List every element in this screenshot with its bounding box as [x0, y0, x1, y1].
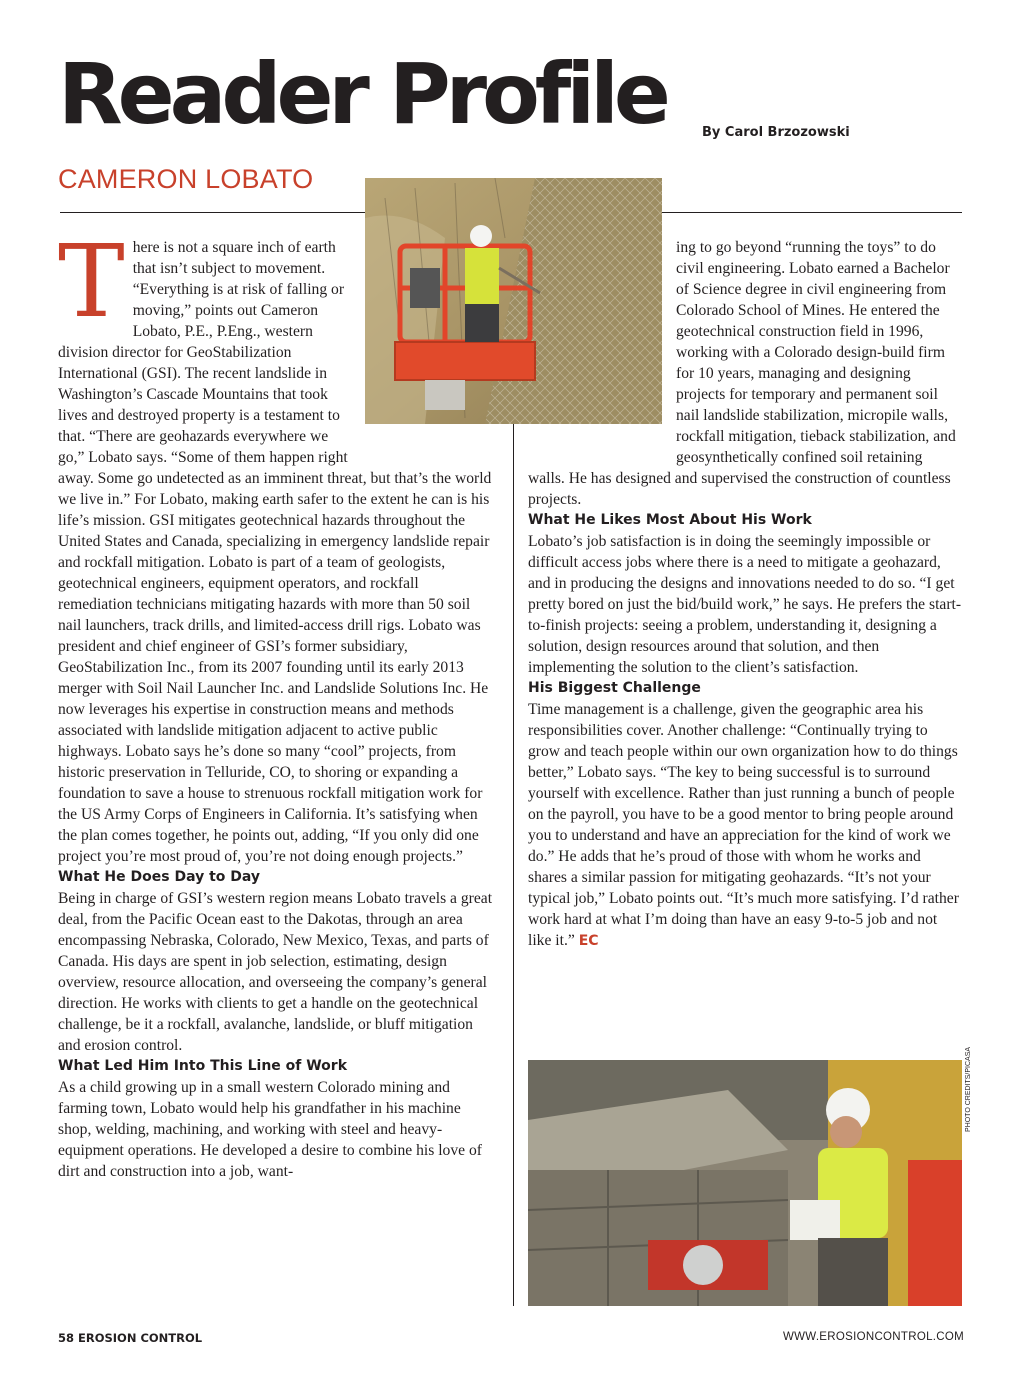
section-heading-day-to-day: What He Does Day to Day: [58, 869, 261, 885]
intro-text: here is not a square inch of earth that isn’t subject to movement. “Everything is at risk of falling or moving,” points out Cameron Lobato, P.E., P.Eng., western division director for GeoStabilization International (GSI). The recent landslide in Washington’s Cascade Mountains that took lives and destroyed property is a testament to that. “There are geohazards everywhere we go,” Lobato says. “Some of them happen right away. Some go undetected as an imminent threat, but that’s the world we live in.” For Lobato, making earth safer to the extent he can is his life’s mission. GSI mitigates geotechnical hazards throughout the United States and Canada, specializing in emergency landslide repair and rockfall mitigation. Lobato is part of a team of geologists, geotechnical engineers, equipment operators, and rockfall remediation technicians mitigating hazards with more than 50 soil nail launchers, track drills, and limited-access drill rigs. Lobato was president and chief engineer of GSI’s former subsidiary, GeoStabilization Inc., from its 2007 founding until its early 2013 merger with Soil Nail Launcher Inc. and Landslide Solutions Inc. He now leverages his expertise in construction means and methods associated with landslide mitigation adjacent to active public highways. Lobato says he’s done so many “cool” projects, from historic preservation in Telluride, CO, to shoring or expanding a foundation to save a house to strenuous rockfall mitigation work for the US Army Corps of Engineers in California. It’s satisfying when the plan comes together, he points out, adding, “If you only did one project you’re most proud of, you’re not doing enough projects.”: [58, 239, 492, 865]
section-body-day-to-day: Being in charge of GSI’s western region means Lobato travels a great deal, from the Pacific Ocean east to the Dakotas, through an area encompassing Nebraska, Colorado, New Mexico, Texas, and parts of Canada. His days are spent in job selection, estimating, design overview, resource allocation, and overseeing the company’s general direction. He works with clients to get a handle on the geotechnical challenge, be it a rockfall, avalanche, landslide, or bluff mitigation and erosion control.: [58, 890, 493, 1054]
byline: By Carol Brzozowski: [702, 125, 850, 140]
drop-cap: T: [58, 223, 125, 340]
section-heading-likes-most: What He Likes Most About His Work: [528, 512, 812, 528]
section-body-likes-most: Lobato’s job satisfaction is in doing the seemingly impossible or difficult access jobs where there is a need to mitigate a geohazard, and in producing the designs and innovations needed to do so. “I get pretty bored on just the bid/build work,” he says. He prefers the start-to-finish projects: seeing a problem, understanding it, designing a solution, design resources around that solution, and then implementing the solution to the client’s satisfaction.: [528, 533, 962, 676]
page-number-label: 58 EROSION CONTROL: [58, 1331, 203, 1345]
section-body-biggest-challenge: Time management is a challenge, given the geographic area his responsibilities cover. Another challenge: “Continually trying to grow and teach people within our own organization how to do things better,” Lobato says. “The key to being successful is to surround yourself with excellence. Rather than just running a bunch of people on the payroll, you have to be a good mentor to bring people around you to understand and have an appreciation for the kind of work we do.” He adds that he’s proud of those with whom he works and shares a similar passion for mitigating geohazards. “It’s not your typical job,” Lobato points out. “It’s much more satisfying. I’d rather work hard at what I’m doing than have an easy 9-to-5 job and not like it.”: [528, 701, 959, 949]
end-mark: EC: [578, 933, 599, 949]
column-divider: [513, 418, 514, 1306]
photo-credit: PHOTO CREDITS/PICASA: [965, 1046, 972, 1132]
drill-rig-photo: [528, 1060, 962, 1306]
profile-subject-name: CAMERON LOBATO: [58, 164, 314, 194]
left-column: [58, 223, 496, 1182]
intro-paragraph: [58, 223, 496, 867]
continuation-paragraph: ing to go beyond “running the toys” to do civil engineering. Lobato earned a Bachelor of Science degree in civil engineering from Colorado School of Mines. He entered the geotechnical construction field in 1996, working with a Colorado design-build firm for 10 years, managing and designing projects for temporary and permanent soil nail landslide stabilization, micropile walls, rockfall mitigation, tieback stabilization, and geosynthetically confined soil retaining walls. He has designed and supervised the construction of countless projects.: [528, 239, 956, 508]
header-rule-right: [662, 212, 962, 213]
section-heading-line-of-work: What Led Him Into This Line of Work: [58, 1058, 348, 1074]
right-column: [528, 237, 962, 952]
section-body-line-of-work: As a child growing up in a small western Colorado mining and farming town, Lobato would help his grandfather in his machine shop, welding, machining, and working with steel and heavy-equipment operations. He developed a desire to combine his love of dirt and construction into a job, want-: [58, 1079, 482, 1180]
page-title: Reader Profile: [58, 45, 666, 143]
header-rule-left: [60, 212, 365, 213]
website-link[interactable]: WWW.EROSIONCONTROL.COM: [782, 1331, 964, 1343]
section-heading-biggest-challenge: His Biggest Challenge: [528, 680, 701, 696]
section-body-biggest-challenge-wrap: [528, 699, 962, 952]
